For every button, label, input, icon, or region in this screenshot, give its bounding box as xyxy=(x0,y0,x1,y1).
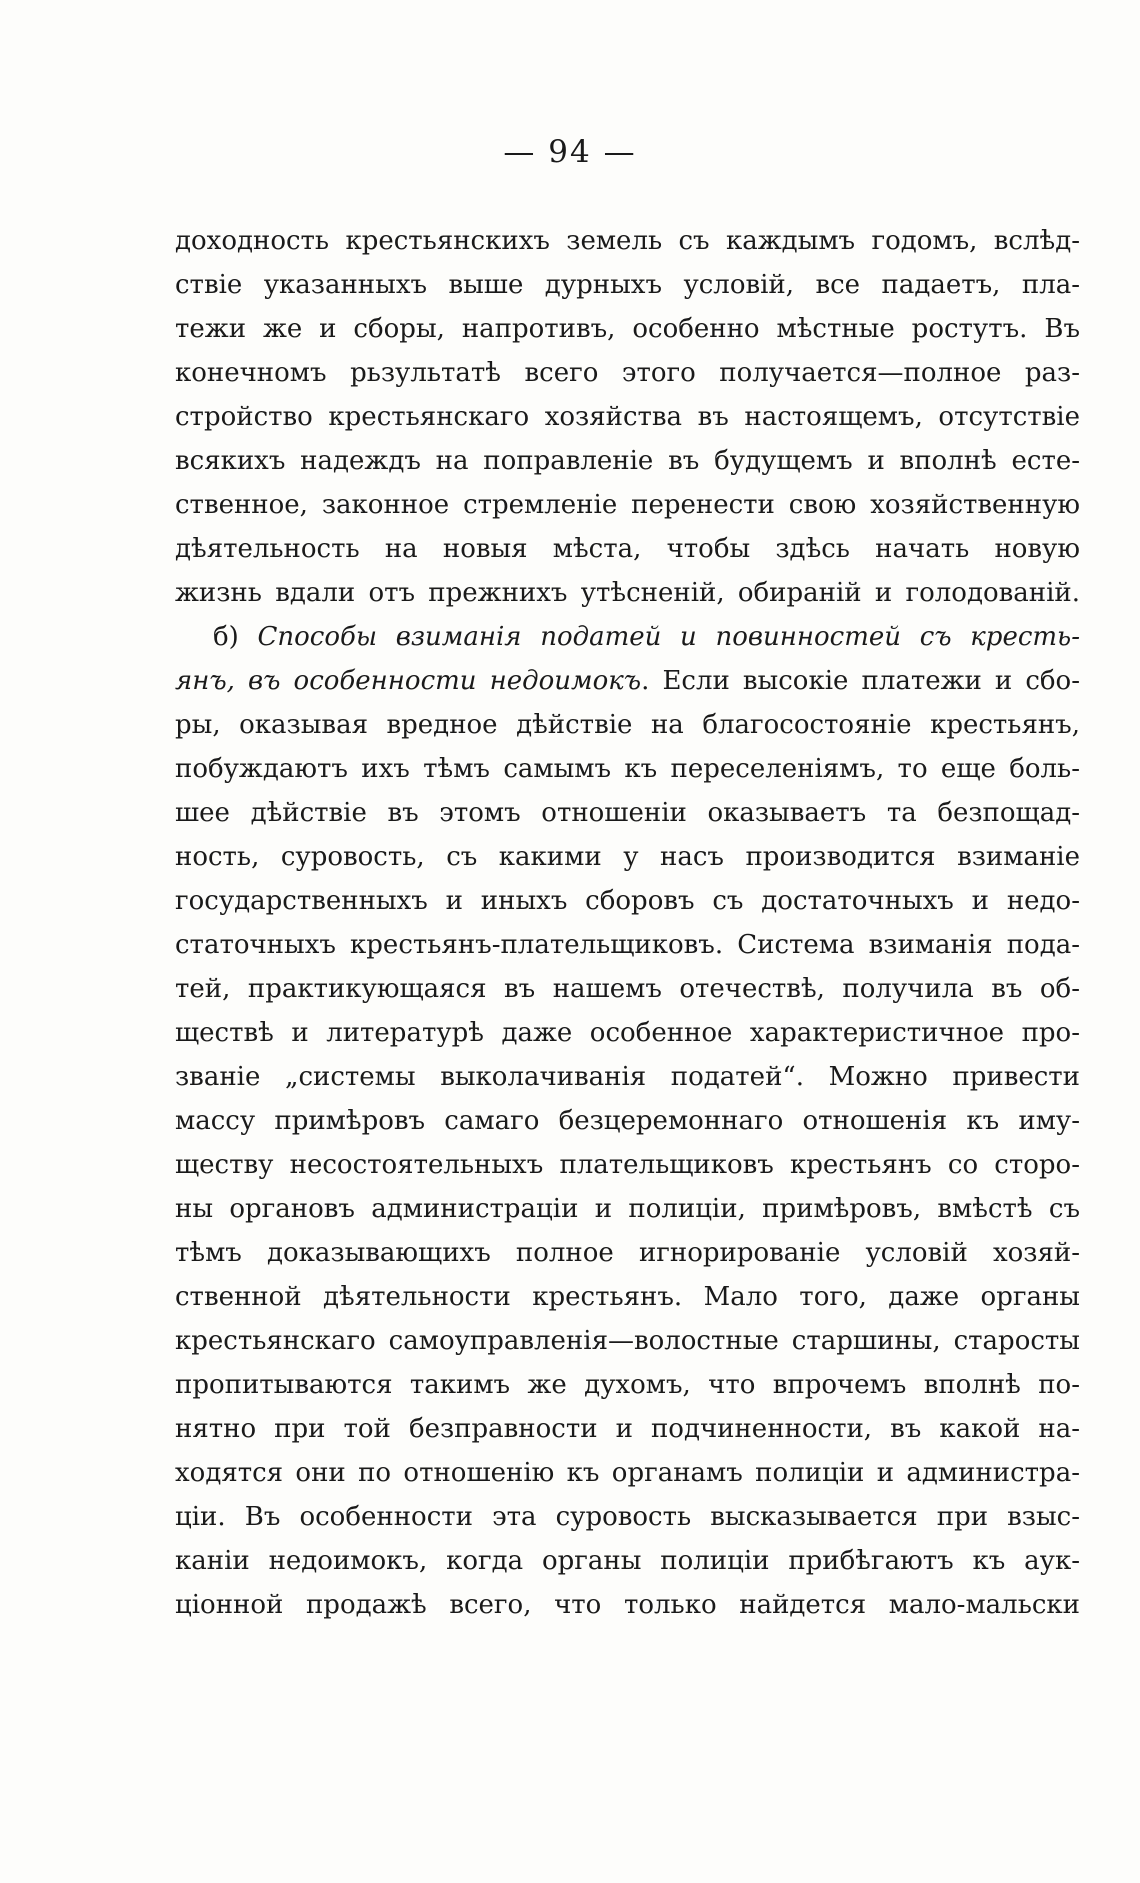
text-line: статочныхъ крестьянъ-плательщиковъ. Система взиманія пода- xyxy=(175,930,1080,960)
text-line: ществу несостоятельныхъ плательщиковъ крестьянъ со сторо- xyxy=(175,1150,1080,1180)
text-line: доходность крестьянскихъ земель съ каждымъ годомъ, вслѣд- xyxy=(175,226,1080,256)
text-line: ны органовъ администраціи и полиціи, примѣровъ, вмѣстѣ съ xyxy=(175,1194,1080,1224)
section-heading-line xyxy=(175,615,1080,659)
text-line: дѣятельность на новыя мѣста, чтобы здѣсь начать новую xyxy=(175,534,1080,564)
text-line: ціи. Въ особенности эта суровость высказывается при взыс- xyxy=(175,1502,1080,1532)
text-line: тей, практикующаяся въ нашемъ отечествѣ, получила въ об- xyxy=(175,974,1080,1004)
text-line: ществѣ и литературѣ даже особенное характеристичное про- xyxy=(175,1018,1080,1048)
text-line: ходятся они по отношенію къ органамъ полиціи и администра- xyxy=(175,1458,1080,1488)
text-line: нятно при той безправности и подчиненности, въ какой на- xyxy=(175,1414,1080,1444)
text-line: ціонной продажѣ всего, что только найдется мало-мальски xyxy=(175,1590,1080,1620)
section-heading-line xyxy=(175,659,1080,703)
text-line: званіе „системы выколачиванія податей“. Можно привести xyxy=(175,1062,1080,1092)
section-letter: б) xyxy=(213,622,258,652)
text-line: ственное, законное стремленіе перенести свою хозяйственную xyxy=(175,490,1080,520)
text-line: пропитываются такимъ же духомъ, что впрочемъ вполнѣ по- xyxy=(175,1370,1080,1400)
body-text xyxy=(175,219,1080,1627)
text-line: жизнь вдали отъ прежнихъ утѣсненій, обираній и голодованій. xyxy=(175,578,1080,608)
text-line: ры, оказывая вредное дѣйствіе на благосостояніе крестьянъ, xyxy=(175,710,1080,740)
page-number: — 94 — xyxy=(503,134,637,170)
text-line: каніи недоимокъ, когда органы полиціи прибѣгаютъ къ аук- xyxy=(175,1546,1080,1576)
text-line: всякихъ надеждъ на поправленіе въ будущемъ и вполнѣ есте- xyxy=(175,446,1080,476)
text-line: стройство крестьянскаго хозяйства въ настоящемъ, отсутствіе xyxy=(175,402,1080,432)
section-title: Способы взиманія податей и повинностей съ кресть- xyxy=(257,622,1080,652)
text-line: массу примѣровъ самаго безцеремоннаго отношенія къ иму- xyxy=(175,1106,1080,1136)
text-line: ность, суровость, съ какими у насъ производится взиманіе xyxy=(175,842,1080,872)
text-line: конечномъ рьзультатѣ всего этого получается—полное раз- xyxy=(175,358,1080,388)
text-line: тежи же и сборы, напротивъ, особенно мѣстные ростутъ. Въ xyxy=(175,314,1080,344)
text-line: тѣмъ доказывающихъ полное игнорированіе условій хозяй- xyxy=(175,1238,1080,1268)
text-line: ственной дѣятельности крестьянъ. Мало того, даже органы xyxy=(175,1282,1080,1312)
text-after-title: . Если высокіе платежи и сбо- xyxy=(641,666,1080,696)
text-line: государственныхъ и иныхъ сборовъ съ достаточныхъ и недо- xyxy=(175,886,1080,916)
text-line: шее дѣйствіе въ этомъ отношеніи оказываетъ та безпощад- xyxy=(175,798,1080,828)
text-line: побуждаютъ ихъ тѣмъ самымъ къ переселеніямъ, то еще боль- xyxy=(175,754,1080,784)
section-title-continued: янъ, въ особенности недоимокъ xyxy=(175,666,642,696)
text-line: ствіе указанныхъ выше дурныхъ условій, все падаетъ, пла- xyxy=(175,270,1080,300)
text-line: крестьянскаго самоуправленія—волостные старшины, старосты xyxy=(175,1326,1080,1356)
